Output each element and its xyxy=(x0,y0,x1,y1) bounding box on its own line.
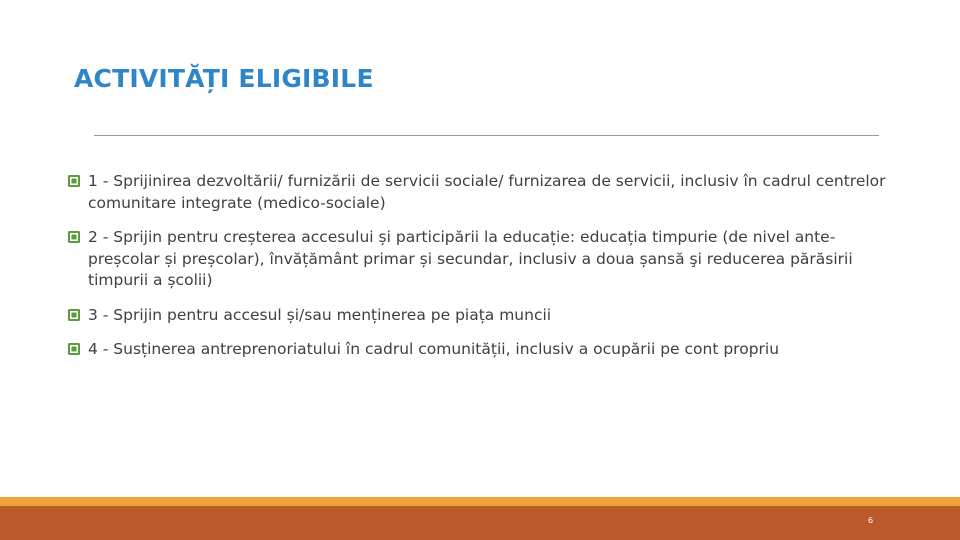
slide-title: ACTIVITĂȚI ELIGIBILE xyxy=(74,64,374,93)
checkbox-square-icon xyxy=(68,231,81,244)
footer-bar xyxy=(0,506,960,540)
bullet-text: 2 - Sprijin pentru creșterea accesului și participării la educație: educația timpurie (de nivel ante-preșcolar și preșcolar), învățământ primar și secundar, inclusiv a doua șansă şi reducerea părăsirii timpurii a școlii) xyxy=(88,228,853,289)
bullet-text: 3 - Sprijin pentru accesul și/sau menținerea pe piața muncii xyxy=(88,305,552,324)
list-item xyxy=(68,305,888,327)
bullet-text: 4 - Susținerea antreprenoriatului în cadrul comunității, inclusiv a ocupării pe cont propriu xyxy=(88,340,780,358)
list-item xyxy=(68,171,888,214)
checkbox-square-icon xyxy=(68,343,81,356)
list-item xyxy=(68,227,888,292)
list-item xyxy=(68,339,888,361)
footer-accent-stripe xyxy=(0,497,960,506)
bullet-text: 1 - Sprijinirea dezvoltării/ furnizării de servicii sociale/ furnizarea de servicii, inclusiv în cadrul centrelor comunitare integrate (medico-sociale) xyxy=(88,172,886,212)
title-divider xyxy=(94,135,879,136)
bullet-list xyxy=(68,171,888,361)
page-number: 6 xyxy=(868,516,874,525)
checkbox-square-icon xyxy=(68,175,81,188)
checkbox-square-icon xyxy=(68,309,81,322)
